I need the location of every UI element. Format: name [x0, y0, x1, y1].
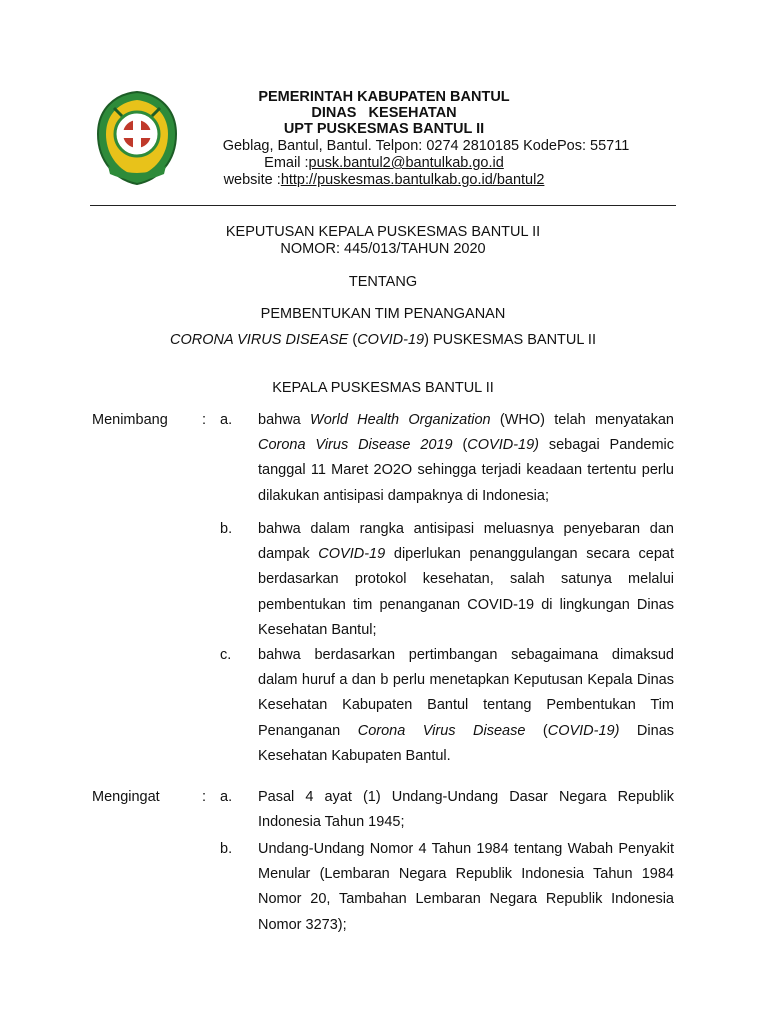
mengingat-letter-a: a.	[220, 789, 233, 805]
header-address: Geblag, Bantul, Bantul. Telpon: 0274 2810185 KodePos: 55711	[222, 138, 630, 154]
bantul-regency-logo	[94, 88, 180, 188]
menimbang-letter-b: b.	[220, 521, 233, 537]
decree-number: NOMOR: 445/013/TAHUN 2020	[280, 241, 486, 257]
website-link[interactable]: http://puskesmas.bantulkab.go.id/bantul2	[280, 172, 545, 188]
menimbang-item-a: bahwa World Health Organization (WHO) telah menyatakan Corona Virus Disease 2019 (COVID-19) sebagai Pandemic tanggal 11 Maret 2O2O sehingga terjadi keadaan tertentu perlu dilakukan antisipasi dampaknya di Indonesia;	[258, 412, 675, 504]
header-unit: UPT PUSKESMAS BANTUL II	[283, 121, 485, 137]
mengingat-letter-b: b.	[220, 841, 233, 857]
menimbang-colon: :	[202, 412, 207, 428]
mengingat-item-a: Pasal 4 ayat (1) Undang-Undang Dasar Negara Republik Indonesia Tahun 1945;	[258, 789, 674, 831]
menimbang-letter-c: c.	[220, 647, 232, 663]
mengingat-label: Mengingat	[92, 789, 160, 805]
menimbang-item-c: bahwa berdasarkan pertimbangan sebagaimana dimaksud dalam huruf a dan b perlu menetapkan Keputusan Kepala Dinas Kesehatan Kabupaten Bantul tentang Pembentukan Tim Penanganan Corona Virus Disease (COVID-19) Dinas Kesehatan Kabupaten Bantul.	[258, 647, 675, 764]
header-divider	[90, 205, 676, 206]
mengingat-colon: :	[202, 789, 207, 805]
email-label: Email :	[264, 155, 309, 171]
decree-tentang: TENTANG	[348, 274, 418, 290]
menimbang-letter-a: a.	[220, 412, 233, 428]
decree-subject-line1: PEMBENTUKAN TIM PENANGANAN	[260, 306, 506, 322]
header-department: DINAS KESEHATAN	[311, 105, 457, 121]
email-link[interactable]: pusk.bantul2@bantulkab.go.id	[308, 155, 504, 171]
header-government: PEMERINTAH KABUPATEN BANTUL	[258, 89, 510, 105]
decree-subject-line2: CORONA VIRUS DISEASE (COVID-19) PUSKESMAS BANTUL II	[170, 332, 596, 348]
menimbang-item-b: bahwa dalam rangka antisipasi meluasnya penyebaran dan dampak COVID-19 diperlukan penanggulangan secara cepat berdasarkan protokol kesehatan, salah satunya melalui pembentukan tim penanganan COVID-19 di lingkungan Dinas Kesehatan Bantul;	[258, 521, 674, 638]
website-label: website :	[223, 172, 281, 188]
decree-title: KEPUTUSAN KEPALA PUSKESMAS BANTUL II	[225, 224, 541, 240]
mengingat-item-b: Undang-Undang Nomor 4 Tahun 1984 tentang Wabah Penyakit Menular (Lembaran Negara Republik Indonesia Tahun 1984 Nomor 20, Tambahan Lembaran Negara Republik Indonesia Nomor 3273);	[258, 841, 674, 933]
header-email	[182, 154, 586, 172]
header-website	[182, 171, 586, 189]
decree-head: KEPALA PUSKESMAS BANTUL II	[272, 380, 494, 396]
menimbang-label: Menimbang	[92, 412, 168, 428]
